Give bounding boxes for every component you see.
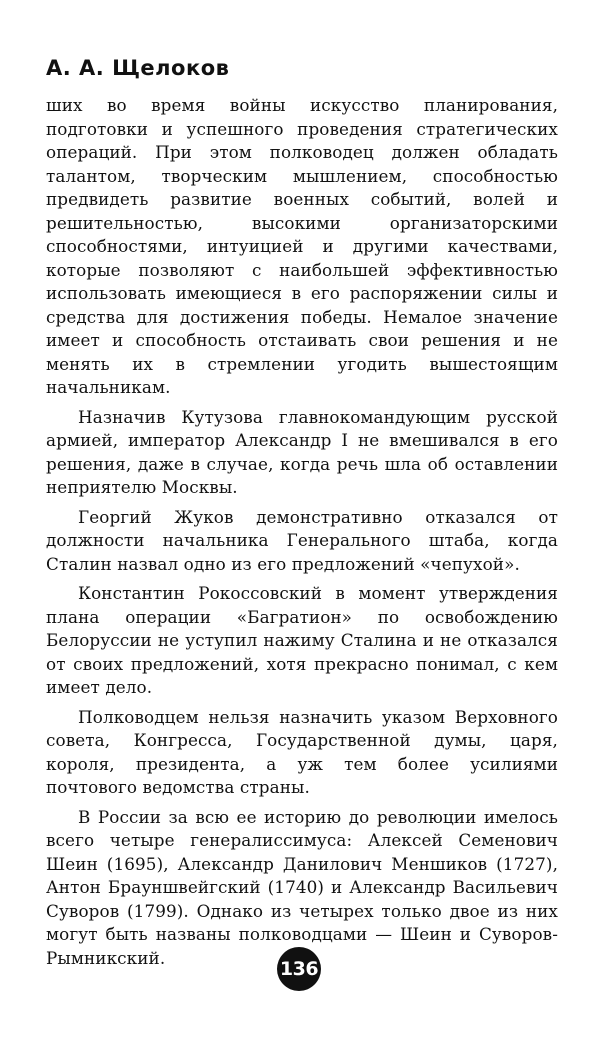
paragraph-generalissimos: В России за всю ее историю до революции имелось всего четыре генералиссимуса: Алексей Семенович Шеин (1695), Александр Данилович Меншиков (1727), Антон Брауншвейгский (1740) и Александр Васильевич Суворов (1799). Однако из четырех только двое из них могут быть названы полководцами — Шеин и Суворов-Рымникский.	[46, 806, 558, 968]
paragraph-zhukov: Георгий Жуков демонстративно отказался от должности начальника Генерального штаба, когда Сталин назвал одно из его предложений «чепухой».	[46, 506, 558, 574]
body-text	[46, 94, 558, 976]
page-number-badge: 136	[277, 947, 321, 991]
paragraph-rokossovsky: Константин Рокоссовский в момент утверждения плана операции «Багратион» по освобождению Белоруссии не уступил нажиму Сталина и не отказался от своих предложений, хотя прекрасно понимал, с кем имеет дело.	[46, 583, 558, 697]
running-head-author: А. А. Щелоков	[46, 56, 230, 80]
paragraph-kutuzov: Назначив Кутузова главнокомандующим русской армией, император Александр I не вмешивался в его решения, даже в случае, когда речь шла об оставлении неприятелю Москвы.	[46, 406, 558, 497]
paragraph-continuation: ших во время войны искусство планирования, подготовки и успешного проведения стратегических операций. При этом полководец должен обладать талантом, творческим мышлением, способностью предвидеть развитие военных событий, волей и решительностью, высокими организаторскими способностями, интуицией и другими качествами, которые позволяют с наибольшей эффективностью использовать имеющиеся в его распоряжении силы и средства для достижения победы. Немалое значение имеет и способность отстаивать свои решения и не менять их в стремлении угодить вышестоящим начальникам.	[46, 95, 558, 397]
paragraph-appointment: Полководцем нельзя назначить указом Верховного совета, Конгресса, Государственной думы, царя, короля, президента, а уж тем более усилиями почтового ведомства страны.	[46, 706, 558, 797]
